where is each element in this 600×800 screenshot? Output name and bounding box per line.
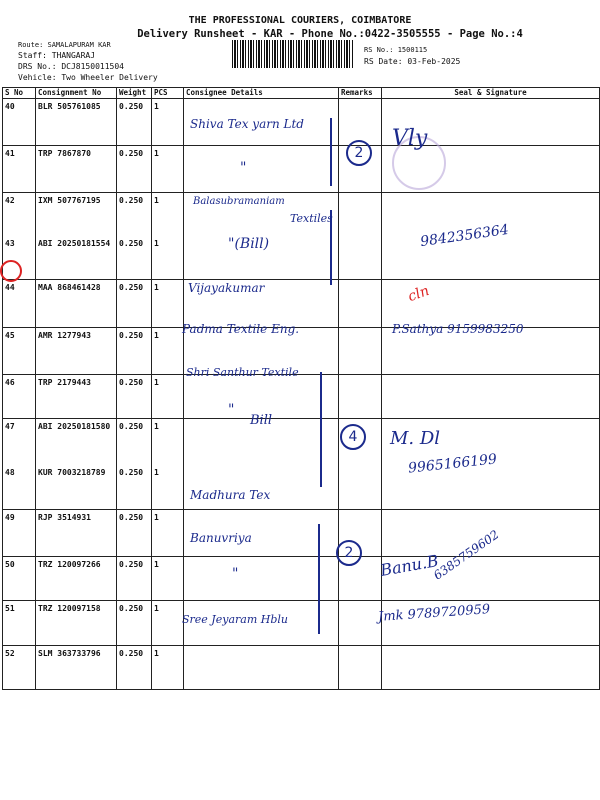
cell-weight: 0.250	[117, 146, 152, 193]
cell-sno: 49	[3, 510, 36, 557]
cell-weight: 0.250	[117, 557, 152, 601]
cell-consignment-no: KUR 7003218789	[36, 465, 117, 510]
signature-50b: 6385759602	[430, 527, 502, 583]
cell-sno: 45	[3, 328, 36, 375]
cell-sno: 42	[3, 193, 36, 237]
cell-pcs: 1	[152, 601, 184, 646]
table-row	[3, 510, 600, 557]
staff-label: Staff: THANGARAJ	[18, 51, 96, 60]
cell-consignment-no: SLM 363733796	[36, 646, 117, 690]
bracket-40	[330, 118, 332, 186]
cell-remarks	[339, 280, 382, 328]
cell-consignee	[184, 646, 339, 690]
cell-remarks	[339, 328, 382, 375]
cell-signature	[382, 375, 600, 419]
cell-weight: 0.250	[117, 375, 152, 419]
signature-45: P.Sathya 9159983250	[392, 322, 524, 336]
hand-consignee-41: "	[240, 160, 247, 176]
cell-signature	[382, 646, 600, 690]
cell-pcs: 1	[152, 465, 184, 510]
hand-consignee-51: "	[232, 566, 239, 582]
cell-sno: 40	[3, 99, 36, 146]
cell-weight: 0.250	[117, 510, 152, 557]
cell-weight: 0.250	[117, 419, 152, 466]
cell-pcs: 1	[152, 646, 184, 690]
row-44-circle	[0, 260, 22, 282]
cell-consignment-no: TRP 2179443	[36, 375, 117, 419]
cell-remarks	[339, 465, 382, 510]
cell-pcs: 1	[152, 193, 184, 237]
barcode	[232, 40, 354, 68]
signature-48b: 9965166199	[407, 451, 498, 477]
col-consignment: Consignment No	[36, 88, 117, 99]
cell-weight: 0.250	[117, 236, 152, 280]
cell-remarks	[339, 193, 382, 237]
cell-pcs: 1	[152, 557, 184, 601]
cell-sno: 52	[3, 646, 36, 690]
rs-number: RS No.: 1500115	[364, 46, 428, 54]
table-row	[3, 601, 600, 646]
cell-pcs: 1	[152, 375, 184, 419]
hand-consignee-47b: Bill	[250, 413, 273, 428]
table-row	[3, 236, 600, 280]
cell-sno: 41	[3, 146, 36, 193]
col-consignee: Consignee Details	[184, 88, 339, 99]
cell-pcs: 1	[152, 99, 184, 146]
cell-consignment-no: AMR 1277943	[36, 328, 117, 375]
cell-sno: 44	[3, 280, 36, 328]
hand-consignee-44: Vijayakumar	[188, 281, 265, 295]
hand-consignee-49: Madhura Tex	[190, 488, 271, 502]
cell-weight: 0.250	[117, 646, 152, 690]
cell-pcs: 1	[152, 419, 184, 466]
cell-remarks	[339, 646, 382, 690]
signature-40: Vly	[392, 126, 428, 151]
cell-weight: 0.250	[117, 601, 152, 646]
bracket-47	[320, 372, 322, 487]
cell-consignment-no: ABI 20250181580	[36, 419, 117, 466]
cell-remarks	[339, 375, 382, 419]
cell-consignee	[184, 146, 339, 193]
remark-circle-50: 2	[336, 540, 362, 566]
table-row	[3, 280, 600, 328]
cell-weight: 0.250	[117, 465, 152, 510]
table-row	[3, 146, 600, 193]
cell-consignment-no: TRZ 120097158	[36, 601, 117, 646]
col-sno: S No	[3, 88, 36, 99]
table-row	[3, 646, 600, 690]
cell-consignment-no: TRP 7867870	[36, 146, 117, 193]
cell-consignee	[184, 557, 339, 601]
route-label: Route: SAMALAPURAM KAR	[18, 41, 111, 49]
cell-sno: 48	[3, 465, 36, 510]
bracket-50	[318, 524, 320, 634]
cell-consignment-no: RJP 3514931	[36, 510, 117, 557]
rs-date: RS Date: 03-Feb-2025	[364, 57, 461, 66]
cell-consignment-no: BLR 505761085	[36, 99, 117, 146]
cell-remarks	[339, 99, 382, 146]
hand-consignee-47a: "	[228, 402, 235, 418]
runsheet-table	[2, 87, 600, 690]
remark-circle-40: 2	[346, 140, 372, 166]
signature-50a: Banu.B	[378, 551, 440, 580]
cell-consignee	[184, 375, 339, 419]
signature-52: Jmk 9789720959	[377, 602, 491, 625]
cell-consignment-no: TRZ 120097266	[36, 557, 117, 601]
cell-pcs: 1	[152, 236, 184, 280]
runsheet-title: Delivery Runsheet - KAR - Phone No.:0422-3505555 - Page No.:4	[137, 28, 523, 40]
col-signature: Seal & Signature	[382, 88, 600, 99]
signature-43: 9842356364	[419, 221, 510, 251]
signature-48a: M. Dl	[390, 428, 441, 449]
cell-remarks	[339, 236, 382, 280]
hand-consignee-40: Shiva Tex yarn Ltd	[190, 117, 304, 131]
hand-consignee-50: Banuvriya	[190, 531, 252, 545]
cell-pcs: 1	[152, 328, 184, 375]
col-remarks: Remarks	[339, 88, 382, 99]
cell-sno: 47	[3, 419, 36, 466]
hand-consignee-45: Padma Textile Eng.	[182, 322, 300, 336]
cell-weight: 0.250	[117, 280, 152, 328]
cell-pcs: 1	[152, 146, 184, 193]
col-weight: Weight	[117, 88, 152, 99]
hand-consignee-42a: Balasubramaniam	[193, 196, 285, 207]
hand-consignee-43: "(Bill)	[228, 236, 270, 252]
table-row	[3, 465, 600, 510]
cell-signature	[382, 236, 600, 280]
company-name: THE PROFESSIONAL COURIERS, COIMBATORE	[188, 15, 412, 26]
cell-pcs: 1	[152, 280, 184, 328]
cell-sno: 50	[3, 557, 36, 601]
hand-consignee-46: Shri Santhur Textile	[186, 366, 299, 379]
cell-remarks	[339, 601, 382, 646]
cell-consignment-no: MAA 868461428	[36, 280, 117, 328]
signature-44: cln	[405, 282, 432, 306]
cell-weight: 0.250	[117, 193, 152, 237]
cell-consignment-no: IXM 507767195	[36, 193, 117, 237]
vehicle-label: Vehicle: Two Wheeler Delivery	[18, 73, 158, 82]
drs-number: DRS No.: DCJ8150011504	[18, 62, 124, 71]
table-header	[3, 88, 600, 99]
remark-circle-47: 4	[340, 424, 366, 450]
cell-consignment-no: ABI 20250181554	[36, 236, 117, 280]
col-pcs: PCS	[152, 88, 184, 99]
cell-weight: 0.250	[117, 99, 152, 146]
hand-consignee-52: Sree Jeyaram Hblu	[182, 613, 288, 626]
cell-sno: 46	[3, 375, 36, 419]
cell-weight: 0.250	[117, 328, 152, 375]
table-row	[3, 557, 600, 601]
cell-pcs: 1	[152, 510, 184, 557]
table-row	[3, 419, 600, 466]
bracket-43	[330, 210, 332, 285]
cell-sno: 51	[3, 601, 36, 646]
cell-sno: 43	[3, 236, 36, 280]
hand-consignee-42b: Textiles	[290, 212, 333, 225]
table-row	[3, 375, 600, 419]
